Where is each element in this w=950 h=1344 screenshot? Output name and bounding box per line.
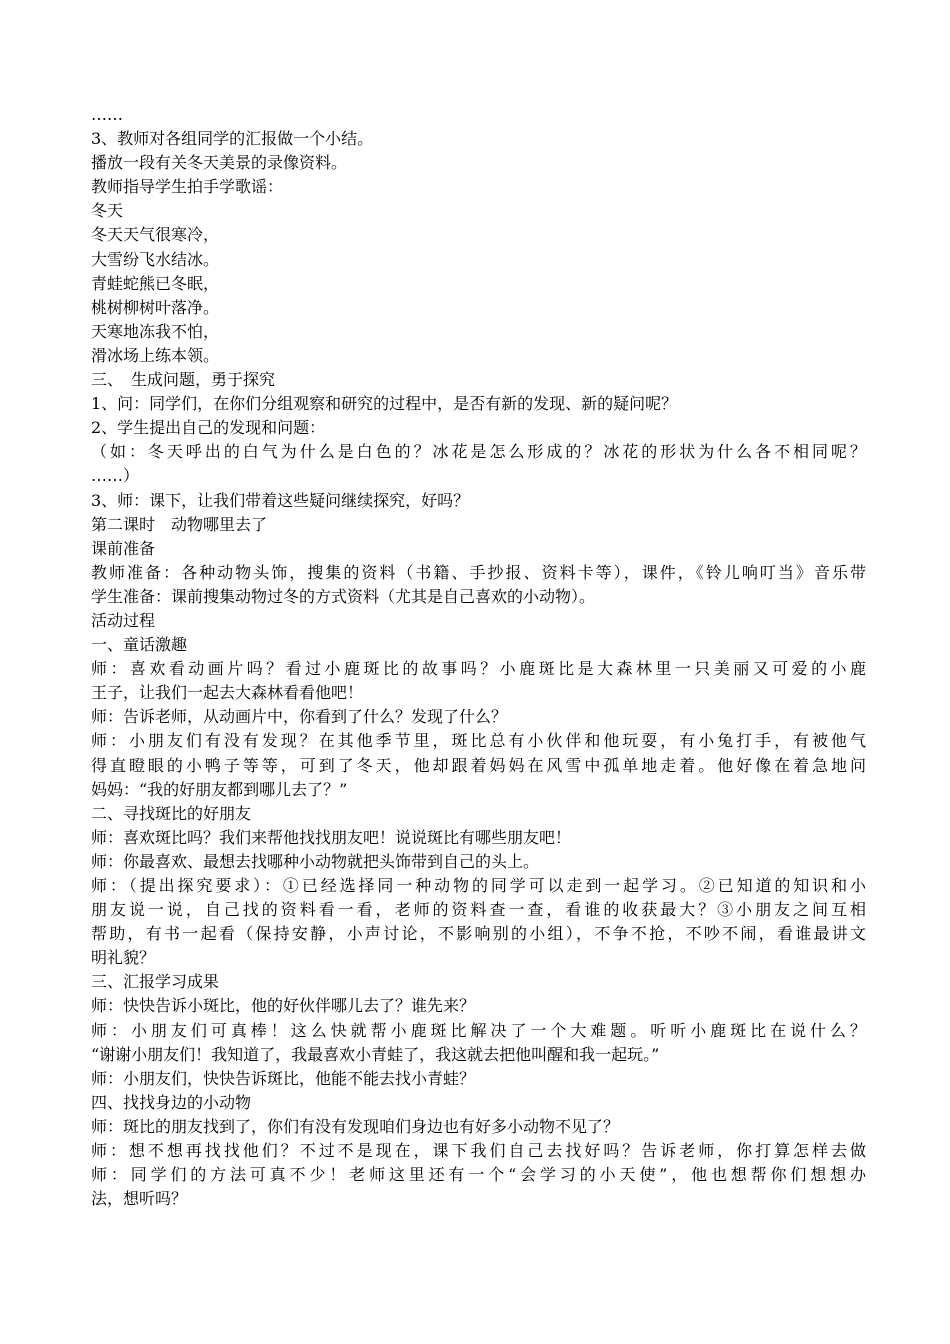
text-line: 师：小朋友们，快快告诉斑比，他能不能去找小青蛙？ [91,1068,476,1088]
text-line: 活动过程 [91,610,156,630]
text-line: 朋友说一说，自己找的资料看一看，老师的资料查一查，看谁的收获最大？③小朋友之间互相 [91,900,866,920]
text-line: 教师指导学生拍手学歌谣： [91,177,284,197]
text-line: 师：同学们的方法可真不少！老师这里还有一个“会学习的小天使”，他也想帮你们想想办 [91,1165,866,1185]
text-line: 3、教师对各组同学的汇报做一个小结。 [91,129,374,149]
text-line: 桃树柳树叶落净。 [91,297,220,317]
text-line: 帮助，有书一起看（保持安静，小声讨论，不影响别的小组），不争不抢，不吵不闹，看谁最讲文 [91,924,866,944]
text-line: 2、学生提出自己的发现和问题： [91,418,326,438]
text-line: 三、汇报学习成果 [91,972,220,992]
text-line: ……） [91,466,140,486]
document-body [91,103,866,1211]
text-line: 课前准备 [91,538,156,558]
text-line: 四、找找身边的小动物 [91,1092,252,1112]
text-line: 师：告诉老师，从动画片中，你看到了什么？发现了什么？ [91,707,508,727]
text-line: 师：快快告诉小斑比，他的好伙伴哪儿去了？谁先来？ [91,996,476,1016]
text-line: 青蛙蛇熊已冬眠， [91,273,220,293]
text-line: 师：小朋友们可真棒！这么快就帮小鹿斑比解决了一个大难题。听听小鹿斑比在说什么？ [91,1020,866,1040]
text-line: 师：斑比的朋友找到了，你们有没有发现咱们身边也有好多小动物不见了？ [91,1116,620,1136]
text-line: 第二课时 动物哪里去了 [91,514,268,534]
text-line: 1、问：同学们，在你们分组观察和研究的过程中，是否有新的发现、新的疑问呢？ [91,394,678,414]
text-line: 师：想不想再找找他们？不过不是现在，课下我们自己去找好吗？告诉老师，你打算怎样去做 [91,1141,866,1161]
text-line: 播放一段有关冬天美景的录像资料。 [91,153,348,173]
text-line: “谢谢小朋友们！我知道了，我最喜欢小青蛙了，我这就去把他叫醒和我一起玩。” [91,1044,660,1064]
text-line: （如：冬天呼出的白气为什么是白色的？冰花是怎么形成的？冰花的形状为什么各不相同呢？ [91,442,866,462]
text-line: 师：（提出探究要求）：①已经选择同一种动物的同学可以走到一起学习。②已知道的知识和小 [91,876,866,895]
text-line: 天寒地冻我不怕， [91,321,220,341]
text-line: 妈妈：“我的好朋友都到哪儿去了？” [91,779,348,799]
text-line: 得直瞪眼的小鸭子等等，可到了冬天，他却跟着妈妈在风雪中孤单地走着。他好像在着急地问 [91,755,866,775]
text-line: …… [91,105,123,124]
text-line: 法，想听吗？ [91,1189,188,1209]
text-line: 明礼貌？ [91,948,156,968]
text-line: 一、童话激趣 [91,635,188,655]
text-line: 师：小朋友们有没有发现？在其他季节里，斑比总有小伙伴和他玩耍，有小兔打手，有被他气 [91,731,866,751]
text-line: 师：你最喜欢、最想去找哪种小动物就把头饰带到自己的头上。 [91,851,540,871]
text-line: 三、 生成问题，勇于探究 [91,370,276,390]
text-line: 二、寻找斑比的好朋友 [91,803,252,823]
text-line: 王子，让我们一起去大森林看看他吧！ [91,683,364,703]
text-line: 学生准备：课前搜集动物过冬的方式资料（尤其是自己喜欢的小动物）。 [91,586,596,606]
text-line: 冬天 [91,201,124,221]
text-line: 滑冰场上练本领。 [91,345,220,365]
text-line: 大雪纷飞水结冰。 [91,249,220,269]
text-line: 冬天天气很寒冷， [91,225,220,245]
text-line: 师：喜欢斑比吗？我们来帮他找找朋友吧！说说斑比有哪些朋友吧！ [91,827,572,847]
text-line: 师：喜欢看动画片吗？看过小鹿斑比的故事吗？小鹿斑比是大森林里一只美丽又可爱的小鹿 [91,659,866,679]
text-line: 3、师：课下，让我们带着这些疑问继续探究，好吗？ [91,490,470,510]
text-line: 教师准备：各种动物头饰，搜集的资料（书籍、手抄报、资料卡等），课件，《铃儿响叮当》音乐带 [91,562,866,582]
